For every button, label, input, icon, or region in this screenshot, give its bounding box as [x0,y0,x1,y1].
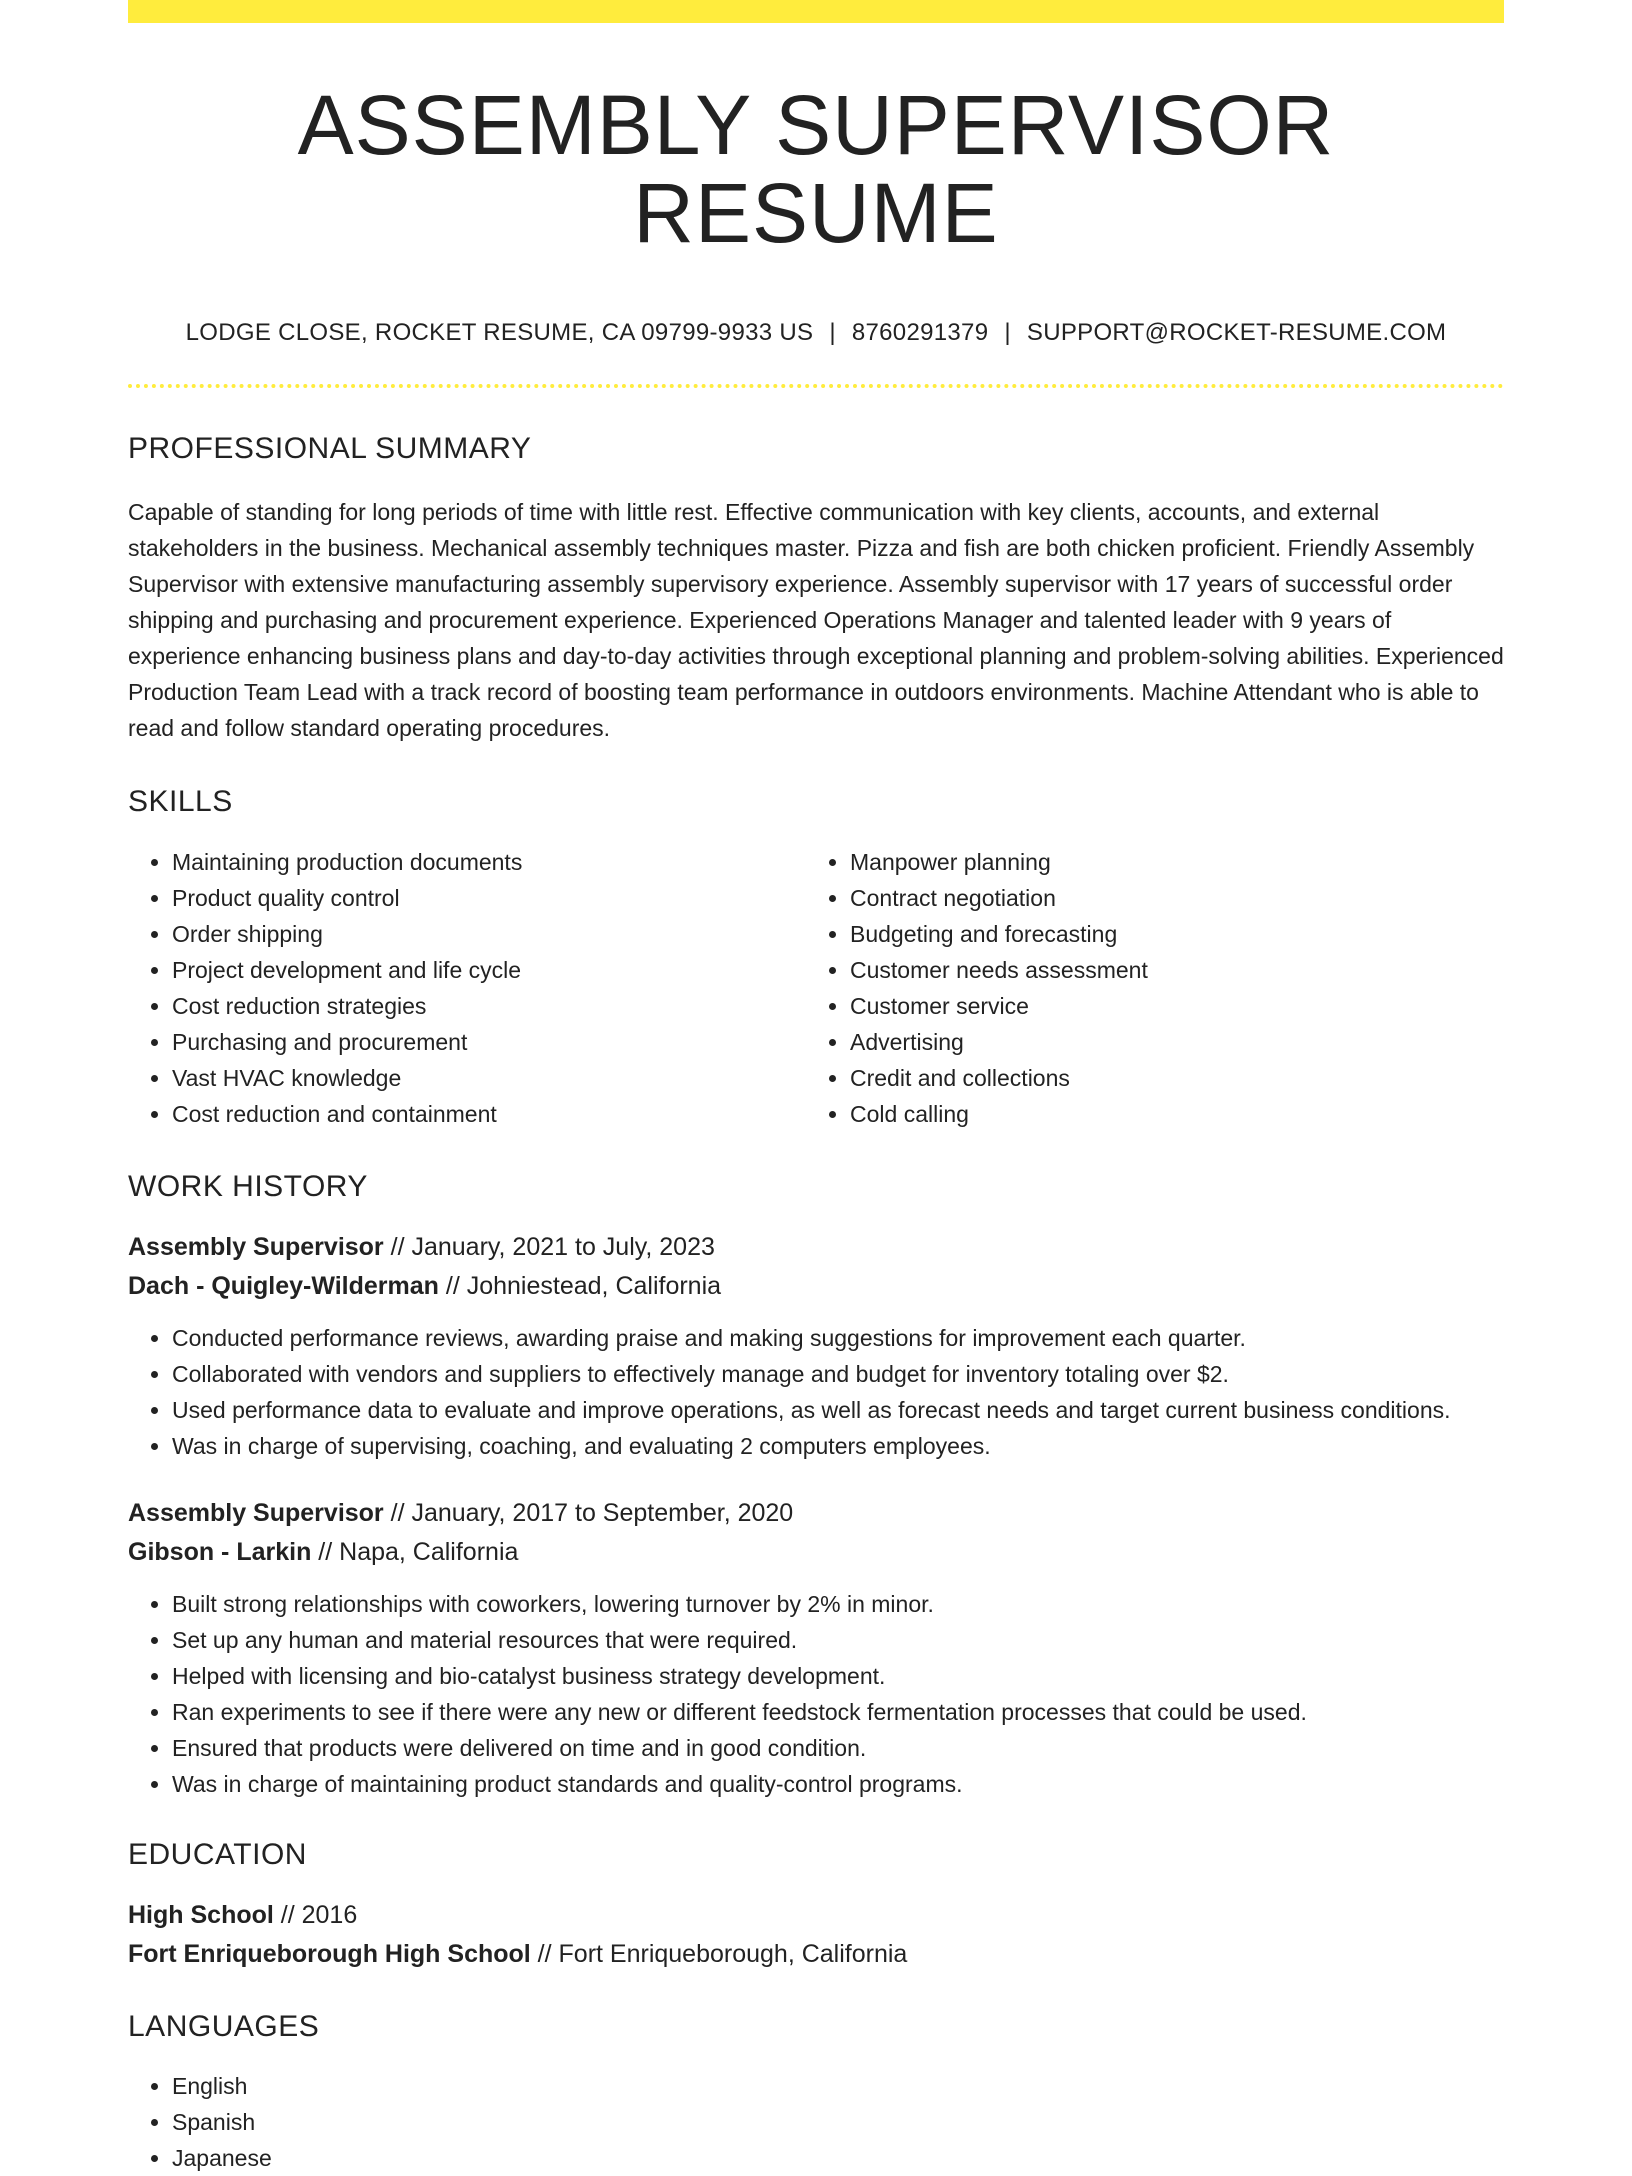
job-bullets [128,1320,1504,1464]
skill-item: • Cost reduction and containment [172,1096,806,1132]
job-title: Assembly Supervisor [128,1499,384,1528]
skill-item: • Cost reduction strategies [172,988,806,1024]
job-bullets [128,1586,1504,1802]
job-dates: // January, 2021 to July, 2023 [383,1233,715,1262]
job-company: Gibson - Larkin [128,1538,312,1567]
skill-item: • Order shipping [172,916,806,952]
skill-item: • Customer service [850,988,1484,1024]
contact-email: SUPPORT@ROCKET-RESUME.COM [1026,319,1447,347]
skill-item: • Project development and life cycle [172,952,806,988]
job-location: // Johniestead, California [438,1272,722,1301]
education-school: Fort Enriqueborough High School [128,1940,531,1969]
language-item: • Japanese [172,2140,1504,2176]
dotted-divider [128,384,1504,388]
job-location: // Napa, California [311,1538,519,1567]
job-company-line [128,1533,1504,1572]
page-title: ASSEMBLY SUPERVISOR RESUME [297,78,1335,261]
skills-heading: SKILLS [128,785,233,819]
language-item: • English [172,2068,1504,2104]
job-title-line [128,1494,1504,1533]
skill-item: • Purchasing and procurement [172,1024,806,1060]
skill-item: • Vast HVAC knowledge [172,1060,806,1096]
job-bullet: • Conducted performance reviews, awarding praise and making suggestions for improvement each quarter. [172,1320,1504,1356]
education-degree: High School [128,1901,274,1930]
job-bullet: • Collaborated with vendors and suppliers to effectively manage and budget for inventory totaling over $2. [172,1356,1504,1392]
contact-phone: 8760291379 [851,319,989,347]
job-bullet: • Ran experiments to see if there were any new or different feedstock fermentation processes that could be used. [172,1694,1504,1730]
job-dates: // January, 2017 to September, 2020 [383,1499,794,1528]
skills-list-left [128,844,806,1132]
job-bullet: • Helped with licensing and bio-catalyst business strategy development. [172,1658,1504,1694]
job-entry [128,1228,1504,1464]
job-entry [128,1494,1504,1802]
skill-item: • Advertising [850,1024,1484,1060]
job-bullet: • Set up any human and material resources that were required. [172,1622,1504,1658]
education-school-line [128,1935,1504,1974]
languages-list [128,2068,1504,2176]
summary-text: Capable of standing for long periods of time with little rest. Effective communication with key clients, accounts, and external stakeholders in the business. Mechanical assembly techniques master. Pizza and fish are both chicken proficient. Friendly Assembly Supervisor with extensive manufacturing assembly supervisory experience. Assembly supervisor with 17 years of successful order shipping and purchasing and procurement experience. Experienced Operations Manager and talented leader with 9 years of experience enhancing business plans and day-to-day activities through exceptional planning and problem-solving abilities. Experienced Production Team Lead with a track record of boosting team performance in outdoors environments. Machine Attendant who is able to read and follow standard operating procedures. [128,499,1504,742]
job-company-line [128,1267,1504,1306]
contact-address: LODGE CLOSE, ROCKET RESUME, CA 09799-9933 US [185,319,814,347]
contact-line [128,319,1504,347]
education-heading: EDUCATION [128,1838,307,1872]
job-bullet: • Was in charge of supervising, coaching, and evaluating 2 computers employees. [172,1428,1504,1464]
summary-heading: PROFESSIONAL SUMMARY [128,432,532,466]
skill-item: • Customer needs assessment [850,952,1484,988]
language-item: • Spanish [172,2104,1504,2140]
education-location: // Fort Enriqueborough, California [530,1940,908,1969]
job-bullet: • Built strong relationships with coworkers, lowering turnover by 2% in minor. [172,1586,1504,1622]
languages-heading: LANGUAGES [128,2010,320,2044]
work-history-heading: WORK HISTORY [128,1170,368,1204]
contact-separator: | [1004,319,1011,347]
skill-item: • Cold calling [850,1096,1484,1132]
skill-item: • Maintaining production documents [172,844,806,880]
education-degree-line [128,1896,1504,1935]
resume-page [128,0,1504,2172]
job-title: Assembly Supervisor [128,1233,384,1262]
education-entry [128,1896,1504,1974]
skills-columns [128,844,1504,1132]
accent-bar [128,0,1504,23]
contact-separator: | [829,319,836,347]
skills-list-right [806,844,1484,1132]
skill-item: • Credit and collections [850,1060,1484,1096]
skill-item: • Product quality control [172,880,806,916]
skill-item: • Contract negotiation [850,880,1484,916]
skill-item: • Manpower planning [850,844,1484,880]
job-title-line [128,1228,1504,1267]
job-bullet: • Used performance data to evaluate and improve operations, as well as forecast needs and target current business conditions. [172,1392,1504,1428]
job-bullet: • Was in charge of maintaining product standards and quality-control programs. [172,1766,1504,1802]
skill-item: • Budgeting and forecasting [850,916,1484,952]
job-bullet: • Ensured that products were delivered on time and in good condition. [172,1730,1504,1766]
job-company: Dach - Quigley-Wilderman [128,1272,439,1301]
education-year: // 2016 [273,1901,358,1930]
